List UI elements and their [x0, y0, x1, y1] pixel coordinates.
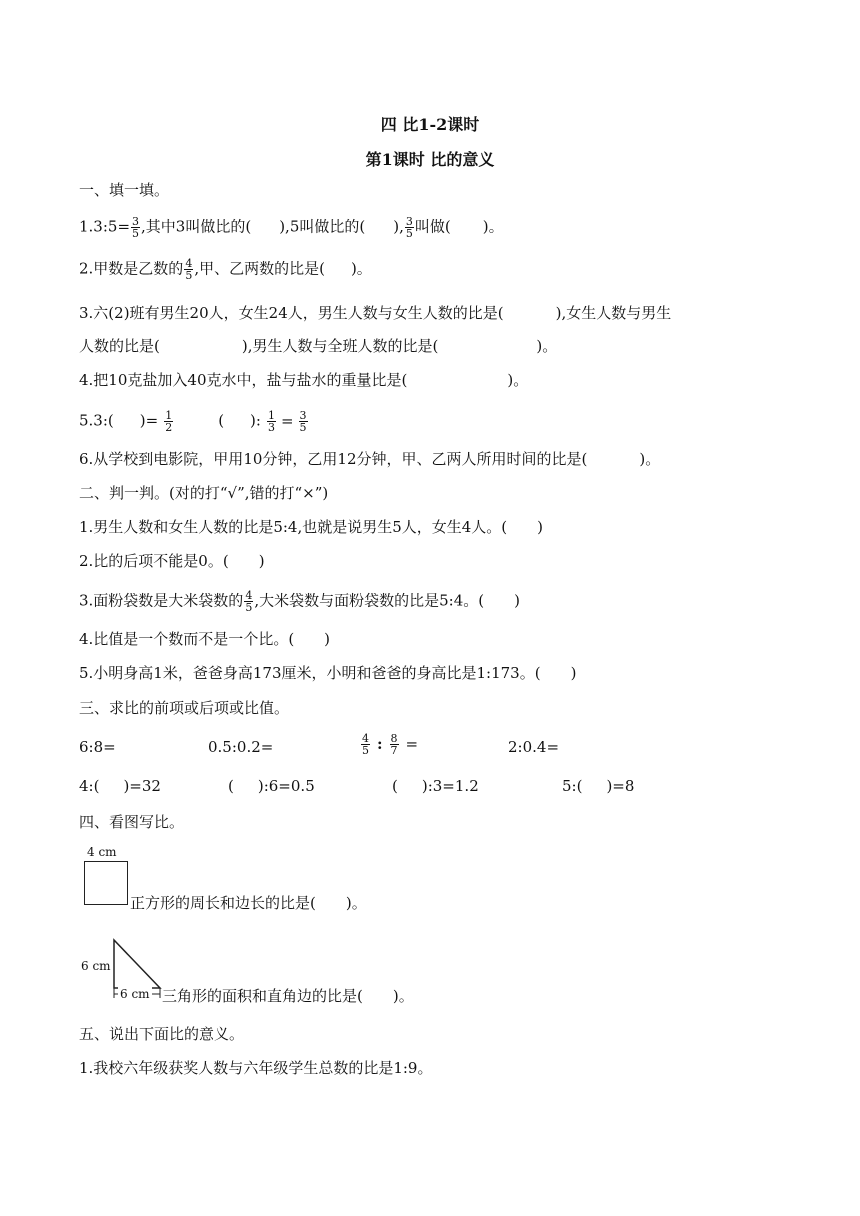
denominator: 5	[185, 269, 193, 282]
fraction	[390, 733, 399, 756]
q-text: 2.比的后项不能是0。(	[79, 552, 229, 570]
q-text: )	[514, 591, 520, 610]
calc-6-8: 6:8=	[79, 738, 116, 756]
section-heading-4: 四、看图写比。	[79, 813, 185, 831]
q-text: 4.把10克盐加入40克水中，盐与盐水的重量比是(	[79, 371, 408, 389]
triangle-figure	[78, 936, 162, 1004]
denominator: 2	[165, 421, 173, 434]
triangle-base-label: 6 cm	[120, 987, 150, 1001]
q-text: :	[377, 734, 383, 753]
numerator: 8	[390, 732, 398, 745]
calc-fraction-ratio	[360, 733, 418, 756]
question-1-3	[79, 303, 671, 323]
numerator: 3	[132, 215, 140, 228]
fraction	[361, 733, 370, 756]
q-text: )。	[392, 987, 414, 1005]
q-text: )。	[536, 337, 558, 355]
q-text: 4:(	[79, 777, 100, 795]
q-text: 6.从学校到电影院，甲用10分钟，乙用12分钟，甲、乙两人所用时间的比是(	[79, 450, 588, 468]
q-text: (	[392, 777, 398, 795]
square-shape	[84, 861, 128, 905]
q-text: )	[570, 664, 577, 682]
q-text: 叫做(	[414, 217, 451, 236]
q-text: (	[228, 777, 234, 795]
question-2-2	[79, 551, 265, 571]
square-side-label: 4 cm	[87, 845, 117, 859]
q-text: 3.面粉袋数是大米袋数的	[79, 591, 244, 610]
denominator: 5	[299, 421, 307, 434]
q-text: )。	[482, 217, 504, 236]
q-text: )。	[639, 450, 661, 468]
section-heading-5: 五、说出下面比的意义。	[79, 1025, 245, 1043]
question-1-2	[79, 258, 372, 281]
denominator: 5	[362, 744, 369, 757]
calc-2-0.4: 2:0.4=	[508, 738, 560, 756]
q-text: )。	[507, 371, 529, 389]
denominator: 3	[267, 421, 275, 434]
calc-blank-3	[392, 776, 479, 796]
fraction	[405, 216, 414, 239]
question-4-2	[162, 986, 414, 1006]
denominator: 5	[132, 227, 140, 240]
question-1-6	[79, 449, 660, 469]
q-text: ):	[250, 411, 261, 430]
calc-4-blank	[79, 776, 161, 796]
fraction	[267, 410, 276, 433]
q-text: 2.甲数是乙数的	[79, 259, 184, 278]
q-text: =	[280, 411, 294, 430]
triangle-height-label: 6 cm	[81, 959, 111, 973]
question-1-4	[79, 370, 528, 390]
question-2-5	[79, 663, 576, 683]
q-text: )=	[139, 411, 159, 430]
q-text: )=8	[606, 777, 635, 795]
q-text: 5:(	[562, 777, 583, 795]
q-text: ,甲、乙两数的比是(	[194, 259, 325, 278]
question-1-3-cont	[79, 336, 557, 356]
question-1-1	[79, 216, 504, 239]
fraction	[299, 410, 308, 433]
page-subtitle: 第1课时 比的意义	[365, 150, 495, 169]
q-text: ,其中3叫做比的(	[141, 217, 252, 236]
question-2-4	[79, 629, 330, 649]
q-text: 正方形的周长和边长的比是(	[130, 894, 316, 912]
q-text: ):6=0.5	[257, 777, 315, 795]
numerator: 4	[185, 257, 193, 270]
q-text: 人数的比是(	[79, 337, 160, 355]
section-heading-2: 二、判一判。(对的打“√”,错的打“×”)	[79, 484, 329, 502]
q-text: )。	[345, 894, 367, 912]
q-text: =	[405, 734, 419, 753]
numerator: 1	[267, 409, 275, 422]
q-text: ):3=1.2	[421, 777, 479, 795]
q-text: 5.小明身高1米，爸爸身高173厘米，小明和爸爸的身高比是1:173。(	[79, 664, 541, 682]
numerator: 4	[245, 589, 253, 602]
q-text: ),男生人数与全班人数的比是(	[241, 337, 439, 355]
question-1-5	[79, 410, 309, 433]
square-figure	[82, 845, 130, 907]
q-text: ),	[393, 217, 404, 236]
q-text: ),5叫做比的(	[279, 217, 366, 236]
q-text: )	[537, 518, 544, 536]
q-text: 三角形的面积和直角边的比是(	[162, 987, 363, 1005]
q-text: 1.男生人数和女生人数的比是5:4,也就是说男生5人，女生4人。(	[79, 518, 508, 536]
calc-blank-6	[228, 776, 315, 796]
question-2-3	[79, 590, 520, 613]
fraction	[131, 216, 140, 239]
section-heading-1: 一、填一填。	[79, 181, 170, 199]
q-text: )=32	[123, 777, 161, 795]
question-2-1	[79, 517, 543, 537]
denominator: 5	[405, 227, 413, 240]
numerator: 4	[362, 732, 369, 745]
q-text: 5.3:(	[79, 411, 114, 430]
q-text: 3.六(2)班有男生20人，女生24人，男生人数与女生人数的比是(	[79, 304, 504, 322]
calc-0.5-0.2: 0.5:0.2=	[208, 738, 274, 756]
q-text: ),女生人数与男生	[555, 304, 672, 322]
denominator: 5	[245, 601, 253, 614]
denominator: 7	[390, 744, 398, 757]
numerator: 3	[299, 409, 307, 422]
q-text: )	[324, 630, 331, 648]
page-title: 四 比1-2课时	[380, 115, 480, 134]
q-text: )。	[350, 259, 372, 278]
q-text: (	[218, 411, 225, 430]
fraction	[184, 258, 193, 281]
q-text: ,大米袋数与面粉袋数的比是5:4。(	[254, 591, 485, 610]
fraction	[244, 590, 253, 613]
question-4-1	[130, 893, 367, 913]
numerator: 3	[405, 215, 413, 228]
q-text: )	[258, 552, 265, 570]
calc-5-blank	[562, 776, 634, 796]
numerator: 1	[165, 409, 173, 422]
question-5-1: 1.我校六年级获奖人数与六年级学生总数的比是1:9。	[79, 1059, 433, 1077]
q-text: 1.3:5=	[79, 217, 131, 236]
section-heading-3: 三、求比的前项或后项或比值。	[79, 699, 290, 717]
fraction	[164, 410, 173, 433]
q-text: 4.比值是一个数而不是一个比。(	[79, 630, 295, 648]
